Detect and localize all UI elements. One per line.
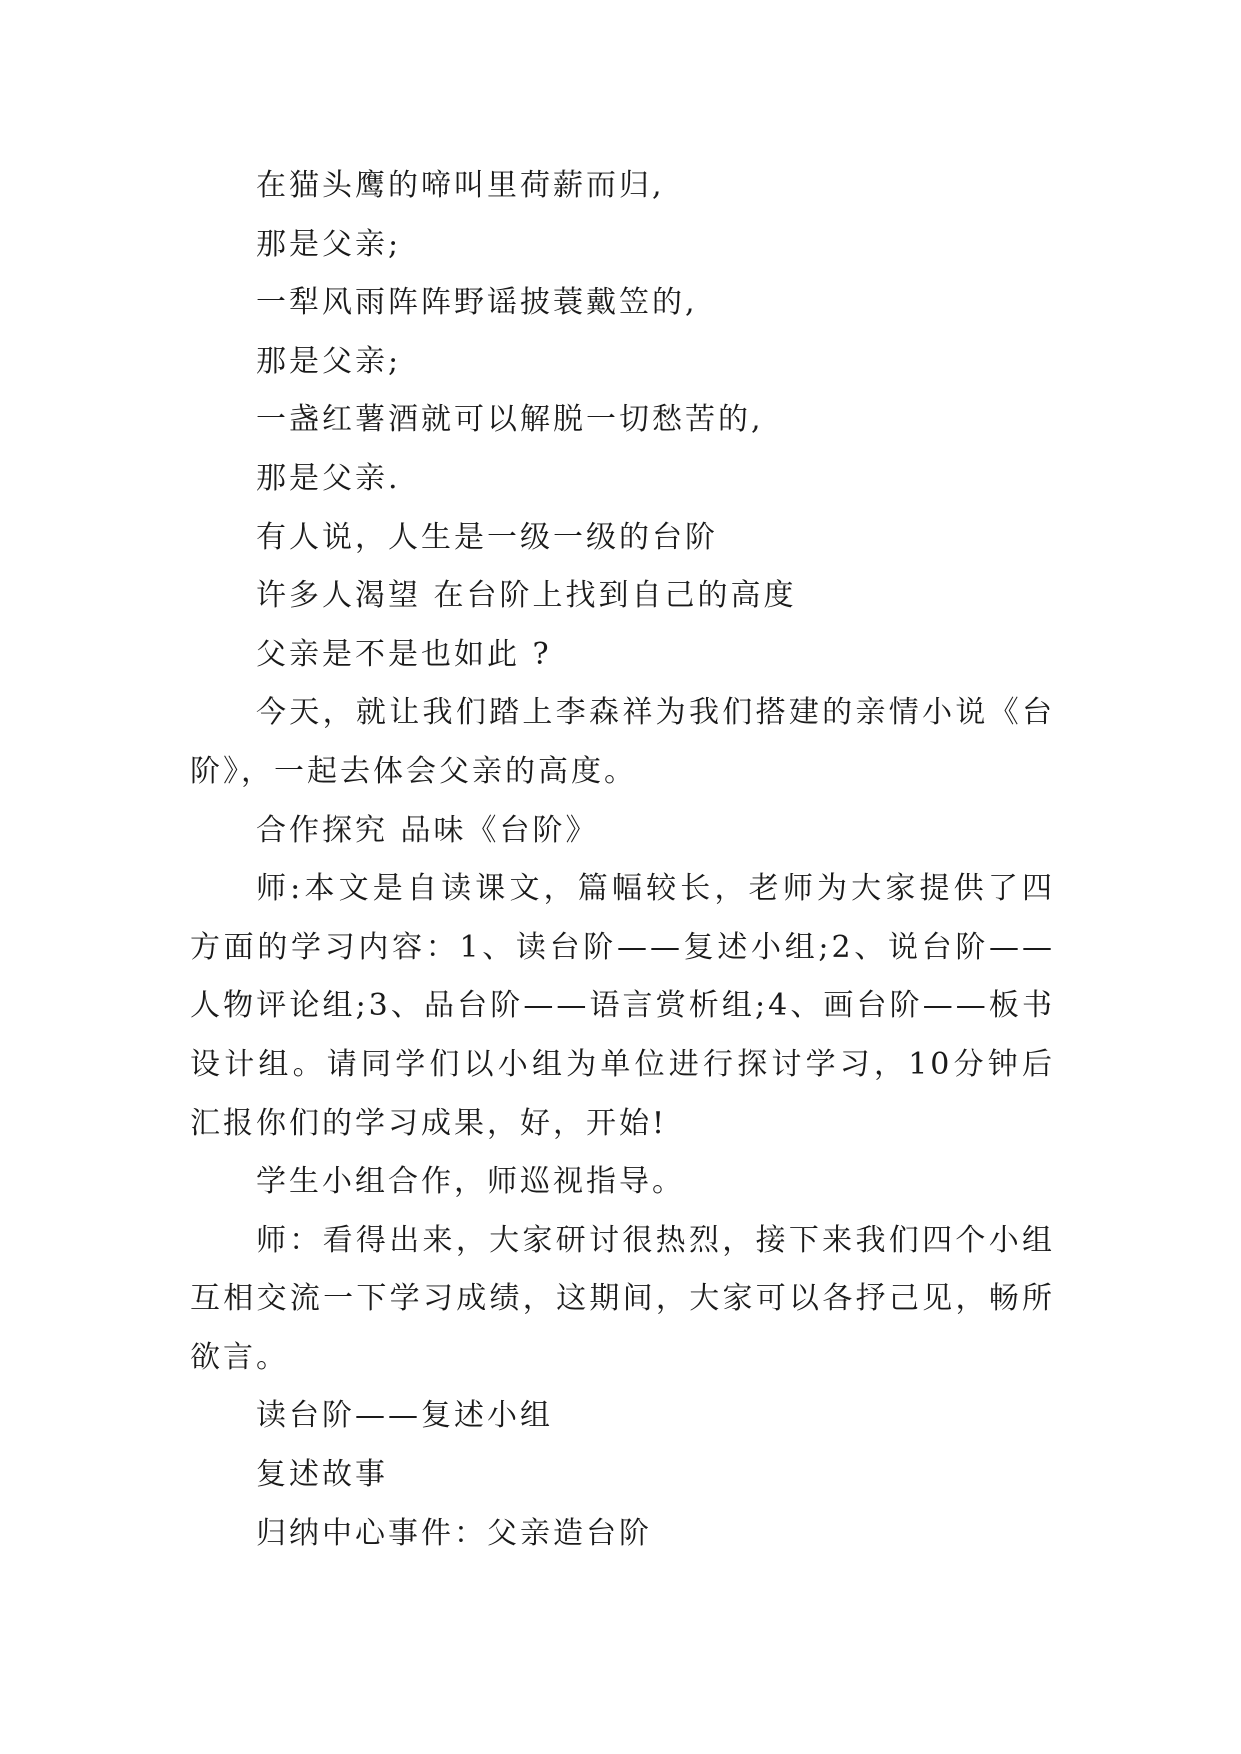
section-heading-retell-group: 读台阶——复述小组 <box>256 1398 553 1434</box>
paragraph-today-intro: 今天，就让我们踏上李森祥为我们搭建的亲情小说《台阶》，一起去体会父亲的高度。 <box>190 695 1055 789</box>
paragraph-that-is-father-1: 那是父亲; <box>256 226 402 262</box>
document-body <box>190 157 1055 1563</box>
paragraph-father-question: 父亲是不是也如此 ? <box>256 636 552 672</box>
paragraph-that-is-father-2: 那是父亲; <box>256 343 402 379</box>
paragraph-group-work: 学生小组合作，师巡视指导。 <box>256 1164 685 1200</box>
paragraph-life-steps: 有人说，人生是一级一级的台阶 <box>256 519 718 555</box>
paragraph-teacher-instructions: 师:本文是自读课文，篇幅较长，老师为大家提供了四方面的学习内容：1、读台阶——复述小组;2、说台阶——人物评论组;3、品台阶——语言赏析组;4、画台阶——板书设计组。请同学们以小组为单位进行探讨学习，10分钟后汇报你们的学习成果，好，开始! <box>190 871 1055 1141</box>
paragraph-that-is-father-3: 那是父亲. <box>256 460 401 496</box>
paragraph-sweet-potato-wine: 一盏红薯酒就可以解脱一切愁苦的, <box>256 402 764 438</box>
paragraph-retell-story: 复述故事 <box>256 1457 388 1493</box>
paragraph-wind-rain: 一犁风雨阵阵野谣披蓑戴笠的, <box>256 285 698 321</box>
paragraph-teacher-exchange: 师：看得出来，大家研讨很热烈，接下来我们四个小组互相交流一下学习成绩，这期间，大家可以各抒己见，畅所欲言。 <box>190 1222 1055 1375</box>
section-heading-cooperate: 合作探究 品味《台阶》 <box>256 812 599 848</box>
paragraph-central-event: 归纳中心事件：父亲造台阶 <box>256 1515 652 1551</box>
paragraph-many-people: 许多人渴望 在台阶上找到自己的高度 <box>256 578 797 614</box>
paragraph-owl-return: 在猫头鹰的啼叫里荷薪而归, <box>256 168 665 203</box>
